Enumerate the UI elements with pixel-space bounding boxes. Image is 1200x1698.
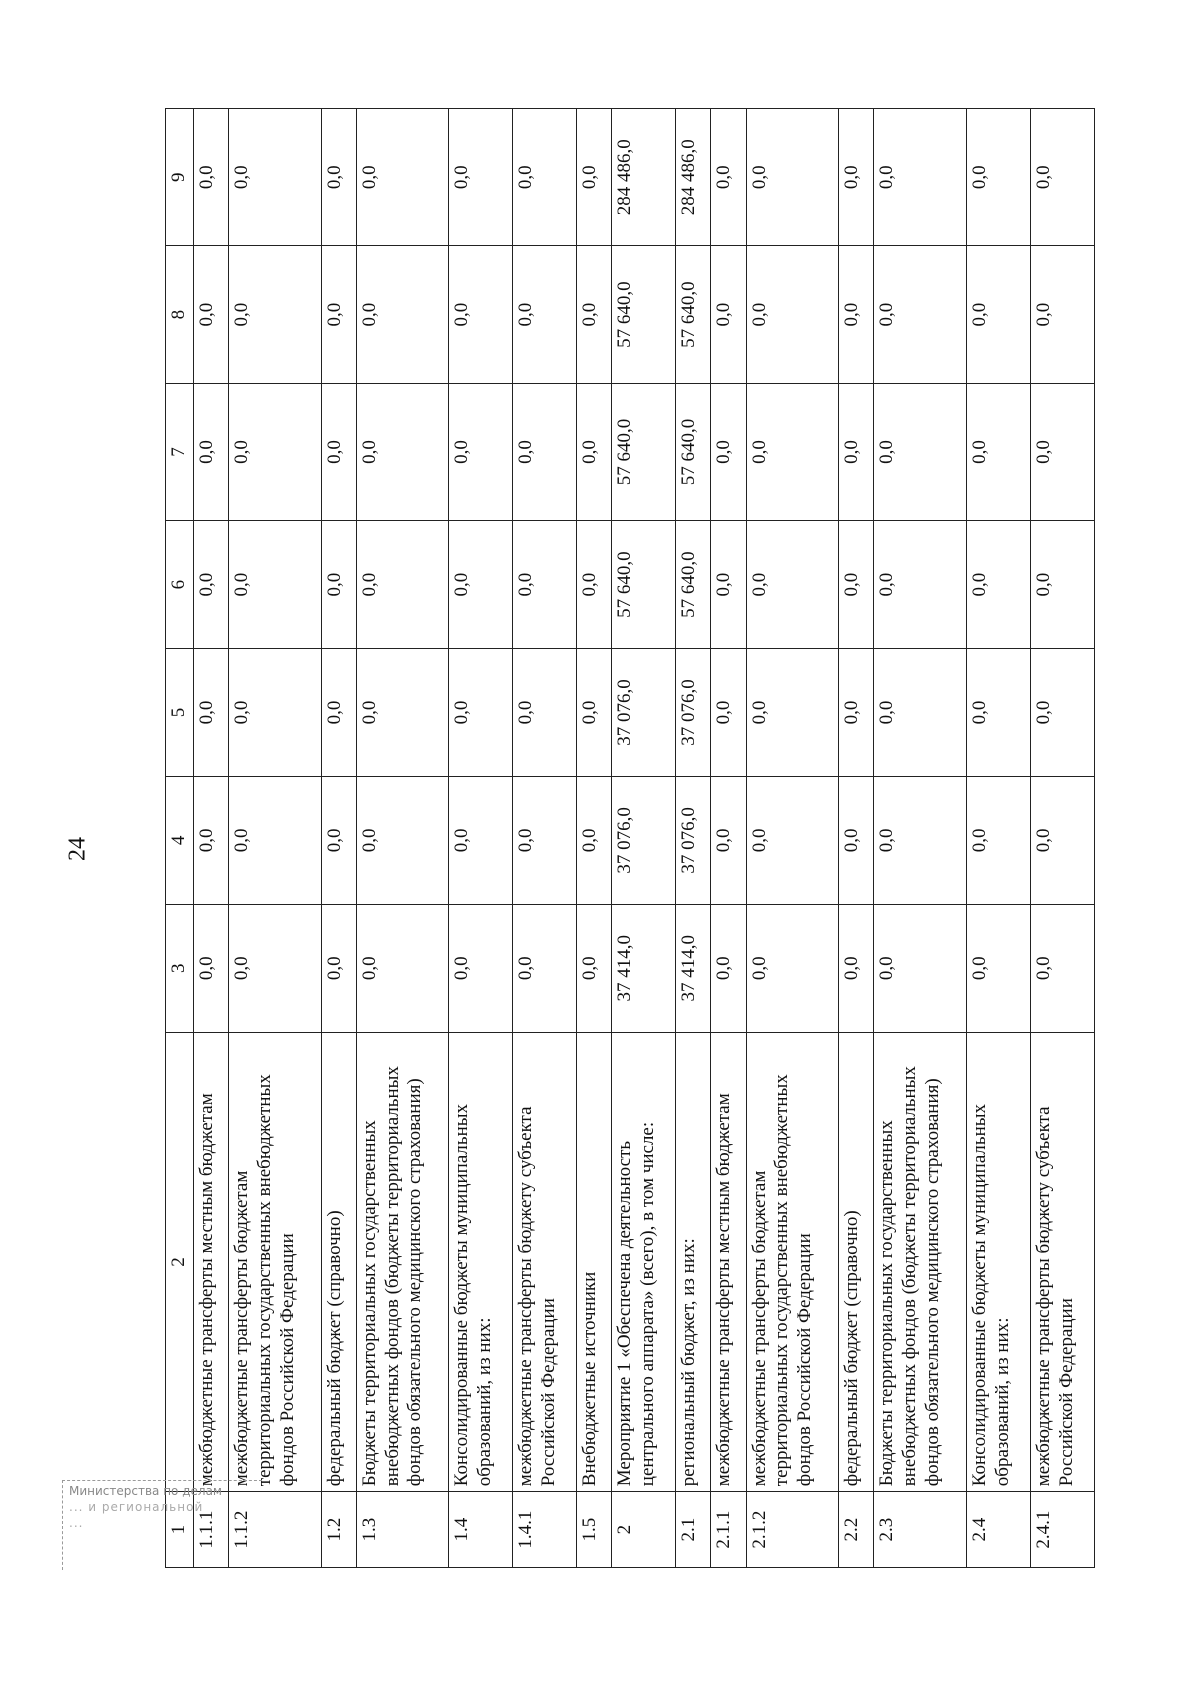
- row-value-col-3: 0,0: [839, 904, 874, 1032]
- row-name: Внебюджетные источники: [577, 1032, 612, 1491]
- row-value-col-6: 0,0: [228, 521, 321, 649]
- row-value-col-8: 0,0: [711, 246, 746, 383]
- stamp-line-3: ...: [69, 1516, 84, 1530]
- row-value-col-9: 0,0: [711, 109, 746, 246]
- row-name: межбюджетные трансферты бюджетам территориальных государственных внебюджетных фондов Российской Федерации: [228, 1032, 321, 1491]
- row-value-col-7: 0,0: [449, 383, 513, 520]
- row-code: 2.1.2: [746, 1492, 839, 1568]
- row-value-col-9: 0,0: [1030, 109, 1094, 246]
- row-value-col-6: 0,0: [711, 521, 746, 649]
- row-value-col-9: 0,0: [839, 109, 874, 246]
- row-value-col-6: 0,0: [449, 521, 513, 649]
- row-name: межбюджетные трансферты бюджету субъекта Российской Федерации: [1030, 1032, 1094, 1491]
- row-value-col-8: 57 640,0: [612, 246, 676, 383]
- row-value-col-9: 0,0: [356, 109, 449, 246]
- row-value-col-4: 37 076,0: [676, 776, 711, 904]
- row-value-col-7: 0,0: [746, 383, 839, 520]
- row-value-col-5: 0,0: [321, 649, 356, 777]
- row-value-col-4: 0,0: [839, 776, 874, 904]
- row-name: Консолидированные бюджеты муниципальных образований, из них:: [967, 1032, 1031, 1491]
- row-value-col-5: 0,0: [711, 649, 746, 777]
- row-value-col-4: 0,0: [746, 776, 839, 904]
- row-value-col-7: 0,0: [228, 383, 321, 520]
- table-row: [513, 109, 577, 1568]
- row-name: межбюджетные трансферты местным бюджетам: [193, 1032, 228, 1491]
- row-value-col-9: 0,0: [321, 109, 356, 246]
- row-value-col-9: 284 486,0: [676, 109, 711, 246]
- row-value-col-3: 0,0: [746, 904, 839, 1032]
- row-code: 2.1.1: [711, 1492, 746, 1568]
- row-name: межбюджетные трансферты местным бюджетам: [711, 1032, 746, 1491]
- table-row: [321, 109, 356, 1568]
- row-code: 1.5: [577, 1492, 612, 1568]
- table-row: [839, 109, 874, 1568]
- row-code: 1.3: [356, 1492, 449, 1568]
- table-row: [711, 109, 746, 1568]
- table-row: [874, 109, 967, 1568]
- row-value-col-6: 0,0: [513, 521, 577, 649]
- row-value-col-9: 0,0: [577, 109, 612, 246]
- stamp-line-1: Министерства по делам: [69, 1484, 222, 1498]
- row-value-col-5: 0,0: [967, 649, 1031, 777]
- row-value-col-4: 0,0: [513, 776, 577, 904]
- row-value-col-4: 0,0: [228, 776, 321, 904]
- column-header-9: 9: [166, 109, 194, 246]
- row-code: 1.2: [321, 1492, 356, 1568]
- row-value-col-8: 0,0: [839, 246, 874, 383]
- row-value-col-9: 0,0: [874, 109, 967, 246]
- table-row: [967, 109, 1031, 1568]
- header-row: [166, 109, 194, 1568]
- row-value-col-7: 0,0: [577, 383, 612, 520]
- row-name: Мероприятие 1 «Обеспечена деятельность центрального аппарата» (всего), в том числе:: [612, 1032, 676, 1491]
- row-value-col-7: 57 640,0: [676, 383, 711, 520]
- row-value-col-9: 0,0: [193, 109, 228, 246]
- row-name: федеральный бюджет (справочно): [839, 1032, 874, 1491]
- row-value-col-3: 0,0: [228, 904, 321, 1032]
- row-value-col-5: 0,0: [228, 649, 321, 777]
- column-header-2: 2: [166, 1032, 194, 1491]
- row-value-col-3: 0,0: [193, 904, 228, 1032]
- row-value-col-6: 0,0: [356, 521, 449, 649]
- row-value-col-8: 0,0: [513, 246, 577, 383]
- row-value-col-9: 0,0: [746, 109, 839, 246]
- row-value-col-8: 0,0: [1030, 246, 1094, 383]
- row-value-col-4: 37 076,0: [612, 776, 676, 904]
- registration-stamp: [62, 1480, 262, 1570]
- table-row: [577, 109, 612, 1568]
- row-value-col-3: 0,0: [874, 904, 967, 1032]
- row-value-col-3: 0,0: [1030, 904, 1094, 1032]
- row-value-col-7: 0,0: [513, 383, 577, 520]
- row-value-col-7: 0,0: [193, 383, 228, 520]
- row-name: региональный бюджет, из них:: [676, 1032, 711, 1491]
- row-value-col-5: 0,0: [193, 649, 228, 777]
- row-value-col-4: 0,0: [874, 776, 967, 904]
- row-value-col-9: 284 486,0: [612, 109, 676, 246]
- column-header-1: 1: [166, 1492, 194, 1568]
- row-value-col-8: 0,0: [193, 246, 228, 383]
- row-value-col-3: 0,0: [513, 904, 577, 1032]
- row-code: 1.4.1: [513, 1492, 577, 1568]
- row-value-col-6: 0,0: [967, 521, 1031, 649]
- row-value-col-3: 37 414,0: [676, 904, 711, 1032]
- row-value-col-6: 57 640,0: [676, 521, 711, 649]
- row-value-col-4: 0,0: [193, 776, 228, 904]
- row-value-col-8: 0,0: [577, 246, 612, 383]
- row-value-col-4: 0,0: [321, 776, 356, 904]
- row-value-col-6: 57 640,0: [612, 521, 676, 649]
- row-name: межбюджетные трансферты бюджету субъекта Российской Федерации: [513, 1032, 577, 1491]
- row-value-col-9: 0,0: [967, 109, 1031, 246]
- row-value-col-5: 0,0: [1030, 649, 1094, 777]
- row-code: 2.4: [967, 1492, 1031, 1568]
- table-body: [193, 109, 1094, 1568]
- row-value-col-8: 0,0: [449, 246, 513, 383]
- row-value-col-9: 0,0: [228, 109, 321, 246]
- row-value-col-5: 0,0: [839, 649, 874, 777]
- row-value-col-8: 0,0: [356, 246, 449, 383]
- column-header-5: 5: [166, 649, 194, 777]
- table-row: [449, 109, 513, 1568]
- row-value-col-5: 37 076,0: [676, 649, 711, 777]
- row-value-col-4: 0,0: [356, 776, 449, 904]
- budget-table-container: [165, 108, 1095, 1568]
- row-value-col-6: 0,0: [193, 521, 228, 649]
- row-value-col-7: 0,0: [874, 383, 967, 520]
- table-row: [228, 109, 321, 1568]
- row-code: 2.1: [676, 1492, 711, 1568]
- row-code: 2.4.1: [1030, 1492, 1094, 1568]
- column-header-8: 8: [166, 246, 194, 383]
- row-code: 2: [612, 1492, 676, 1568]
- row-value-col-6: 0,0: [577, 521, 612, 649]
- row-value-col-3: 0,0: [321, 904, 356, 1032]
- row-value-col-4: 0,0: [711, 776, 746, 904]
- row-value-col-7: 0,0: [967, 383, 1031, 520]
- row-value-col-7: 0,0: [356, 383, 449, 520]
- row-value-col-3: 0,0: [449, 904, 513, 1032]
- row-value-col-6: 0,0: [746, 521, 839, 649]
- column-header-3: 3: [166, 904, 194, 1032]
- row-value-col-3: 0,0: [967, 904, 1031, 1032]
- row-value-col-8: 57 640,0: [676, 246, 711, 383]
- row-value-col-6: 0,0: [874, 521, 967, 649]
- row-name: Бюджеты территориальных государственных внебюджетных фондов (бюджеты территориальных фондов обязательного медицинского страхования): [356, 1032, 449, 1491]
- row-value-col-7: 0,0: [839, 383, 874, 520]
- row-code: 1.1.2: [228, 1492, 321, 1568]
- column-header-4: 4: [166, 776, 194, 904]
- row-name: Бюджеты территориальных государственных внебюджетных фондов (бюджеты территориальных фондов обязательного медицинского страхования): [874, 1032, 967, 1491]
- row-name: федеральный бюджет (справочно): [321, 1032, 356, 1491]
- row-value-col-5: 0,0: [874, 649, 967, 777]
- row-value-col-4: 0,0: [449, 776, 513, 904]
- table-row: [676, 109, 711, 1568]
- column-header-7: 7: [166, 383, 194, 520]
- row-value-col-5: 0,0: [513, 649, 577, 777]
- row-value-col-6: 0,0: [1030, 521, 1094, 649]
- row-value-col-7: 0,0: [711, 383, 746, 520]
- table-row: [746, 109, 839, 1568]
- row-value-col-6: 0,0: [321, 521, 356, 649]
- row-name: Консолидированные бюджеты муниципальных образований, из них:: [449, 1032, 513, 1491]
- row-value-col-5: 0,0: [449, 649, 513, 777]
- row-value-col-9: 0,0: [449, 109, 513, 246]
- row-code: 2.2: [839, 1492, 874, 1568]
- row-value-col-3: 37 414,0: [612, 904, 676, 1032]
- row-value-col-4: 0,0: [577, 776, 612, 904]
- row-value-col-7: 57 640,0: [612, 383, 676, 520]
- row-value-col-8: 0,0: [874, 246, 967, 383]
- row-code: 2.3: [874, 1492, 967, 1568]
- row-value-col-7: 0,0: [1030, 383, 1094, 520]
- row-value-col-3: 0,0: [577, 904, 612, 1032]
- row-code: 1.1.1: [193, 1492, 228, 1568]
- table-row: [1030, 109, 1094, 1568]
- row-code: 1.4: [449, 1492, 513, 1568]
- row-value-col-8: 0,0: [967, 246, 1031, 383]
- table-row: [193, 109, 228, 1568]
- row-value-col-5: 37 076,0: [612, 649, 676, 777]
- row-value-col-5: 0,0: [746, 649, 839, 777]
- stamp-line-2: ... и региональной: [69, 1500, 204, 1514]
- row-value-col-5: 0,0: [577, 649, 612, 777]
- row-name: межбюджетные трансферты бюджетам территориальных государственных внебюджетных фондов Российской Федерации: [746, 1032, 839, 1491]
- row-value-col-8: 0,0: [228, 246, 321, 383]
- row-value-col-3: 0,0: [356, 904, 449, 1032]
- row-value-col-8: 0,0: [321, 246, 356, 383]
- table-row: [356, 109, 449, 1568]
- row-value-col-5: 0,0: [356, 649, 449, 777]
- budget-table: [165, 108, 1095, 1568]
- row-value-col-4: 0,0: [1030, 776, 1094, 904]
- row-value-col-7: 0,0: [321, 383, 356, 520]
- row-value-col-9: 0,0: [513, 109, 577, 246]
- row-value-col-3: 0,0: [711, 904, 746, 1032]
- column-header-6: 6: [166, 521, 194, 649]
- row-value-col-4: 0,0: [967, 776, 1031, 904]
- page-number: 24: [64, 837, 91, 861]
- row-value-col-6: 0,0: [839, 521, 874, 649]
- row-value-col-8: 0,0: [746, 246, 839, 383]
- table-row: [612, 109, 676, 1568]
